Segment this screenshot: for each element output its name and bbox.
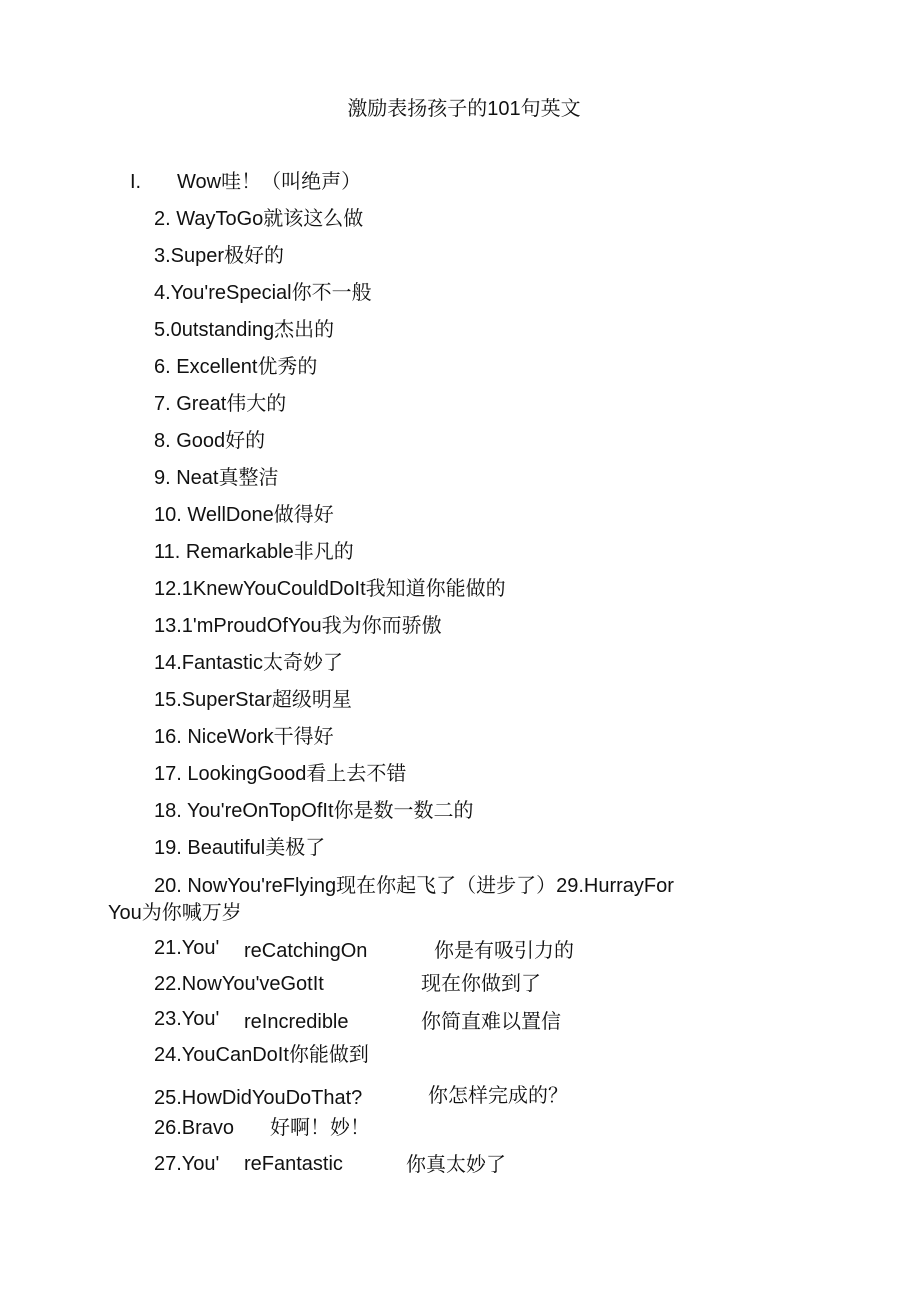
list-item-continuation: You为你喊万岁: [108, 902, 242, 924]
list-item: 15.SuperStar超级明星: [154, 689, 352, 711]
list-item-marker: I.: [130, 171, 142, 193]
list-item: 8. Good好的: [154, 430, 266, 452]
list-item: 9. Neat真整洁: [154, 467, 279, 489]
list-item-translation: 你真太妙了: [406, 1154, 506, 1176]
list-item: Wow哇！（叫绝声）: [177, 171, 362, 193]
list-item-part: 27.You': [154, 1153, 220, 1175]
list-item: 14.Fantastic太奇妙了: [154, 652, 343, 674]
list-item-translation: 好啊！妙！: [270, 1117, 370, 1139]
list-item: 4.You'reSpecial你不一般: [154, 282, 372, 304]
list-item: 16. NiceWork干得好: [154, 726, 334, 748]
list-item: 3.Super极好的: [154, 245, 285, 267]
list-item-part: 25.HowDidYouDoThat?: [154, 1087, 363, 1109]
list-item-part: 23.You': [154, 1008, 220, 1030]
list-item: 7. Great伟大的: [154, 393, 287, 415]
list-item-part: 22.NowYou'veGotIt: [154, 973, 324, 995]
list-item-part: reFantastic: [244, 1153, 343, 1175]
list-item: 24.YouCanDoIt你能做到: [154, 1044, 369, 1066]
list-item: 2. WayToGo就该这么做: [154, 208, 364, 230]
list-item: 12.1KnewYouCouldDoIt我知道你能做的: [154, 578, 506, 600]
list-item: 20. NowYou'reFlying现在你起飞了（进步了）29.HurrayFor: [154, 875, 674, 897]
list-item-translation: 你简直难以置信: [421, 1011, 561, 1033]
list-item-part: 26.Bravo: [154, 1117, 235, 1139]
list-item: 6. Excellent优秀的: [154, 356, 318, 378]
list-item-translation: 现在你做到了: [421, 973, 541, 995]
list-item: 5.0utstanding杰出的: [154, 319, 335, 341]
list-item-translation: 你怎样完成的？: [428, 1085, 568, 1107]
page-title: 激励表扬孩子的101句英文: [347, 98, 581, 120]
list-item: 19. Beautiful美极了: [154, 837, 326, 859]
list-item: 18. You'reOnTopOfIt你是数一数二的: [154, 800, 474, 822]
list-item-translation: 你是有吸引力的: [434, 940, 574, 962]
list-item-part: reCatchingOn: [244, 940, 368, 962]
list-item-part: 21.You': [154, 937, 220, 959]
list-item: 10. WellDone做得好: [154, 504, 334, 526]
list-item: 17. LookingGood看上去不错: [154, 763, 407, 785]
list-item: 13.1'mProudOfYou我为你而骄傲: [154, 615, 442, 637]
list-item-part: reIncredible: [244, 1011, 349, 1033]
list-item: 11. Remarkable非凡的: [154, 541, 354, 563]
